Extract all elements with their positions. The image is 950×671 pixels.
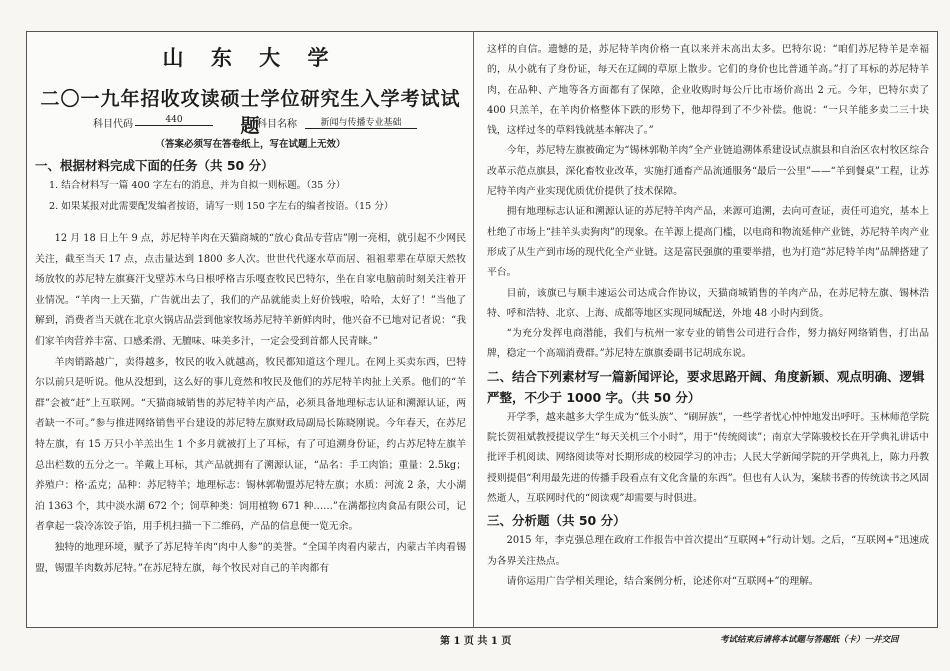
section3-heading: 三、分析题（共 50 分） (487, 513, 626, 529)
subject-name-value: 新闻与传播专业基础 (305, 115, 417, 129)
footer-note: 考试结束后请将本试题与答题纸（卡）一并交回 (720, 635, 899, 645)
right-column (487, 40, 929, 624)
material-paragraph: 今年，苏尼特左旗被确定为“锡林郭勒羊肉”全产业链追溯体系建设试点旗县和自治区农村牧区综合改革示范点旗县，深化畜牧业改革，实施打通畜产品流通服务“最后一公里”——“羊到餐桌”工程，让苏尼特羊肉产业实现优质优价提供了技术保障。 (487, 145, 929, 198)
section3-material: 2015 年，李克强总理在政府工作报告中首次提出“互联网+”行动计划。之后，“互联网+”迅速成为各界关注热点。 (487, 535, 929, 567)
section3-question: 请你运用广告学相关理论，结合案例分析，论述你对“互联网+”的理解。 (506, 575, 819, 587)
material-paragraph: 拥有地理标志认证和溯源认证的苏尼特羊肉产品，来源可追溯，去向可查证，责任可追究，基本上杜绝了市场上“挂羊头卖狗肉”的现象。在羊源上提高门槛，以电商和物流延伸产业链，苏尼特羊肉产业形成了从生产到市场的现代化全产业链。这是富民强旗的重要举措，也为打造“苏尼特羊肉”品牌搭建了平台。 (487, 206, 929, 279)
material-paragraph: “为充分发挥电商潜能，我们与杭州一家专业的销售公司进行合作，努力搞好网络销售，打出品牌，稳定一个高端消费群。”苏尼特左旗旗委副书记胡成东说。 (487, 328, 929, 360)
material-paragraph: 12 月 18 日上午 9 点，苏尼特羊肉在天猫商城的“放心食品专营店”刚一亮相，就引起不少网民关注，截至当天 17 点，点击量达到 1800 多人次。世世代代逐水草而居、祖祖辈辈在草原天然牧场放牧的苏尼特左旗赛汗戈壁苏木乌日根呼格吉乐嘎查牧民巴特尔，坐在自家电脑前时刻关注着开业情况。“羊肉一上天猫，广告就出去了，我们的产品就能卖上好价钱啦，哈哈，太好了！”当他了解到，消费者当天就在北京火锅店品尝到他家牧场苏尼特羊新鲜肉时，他兴奋不已地对记者说：“我们家羊肉营养丰富、口感柔滑、无膻味、味美多汁，一定会受到首都人民青睐。” (35, 233, 466, 347)
task-item: 2. 如果某报对此需要配发编者按语，请写一则 150 字左右的编者按语。（15 分） (49, 201, 394, 212)
subject-code-label: 科目代码 (93, 119, 133, 130)
subject-name-label: 科目名称 (257, 119, 297, 130)
material-paragraph: 这样的自信。遗憾的是，苏尼特羊肉价格一直以来并未高出太多。巴特尔说：“咱们苏尼特羊是幸福的，从小就有了身份证，每天在辽阔的草原上散步。它们的身价也比普通羊高。”打了耳标的苏尼特羊肉，在品种、产地等各方面都有了保障，企业收购时每公斤比市场价高出 2 元。今年，巴特尔卖了 400 只羔羊，在羊肉价格整体下跌的形势下，他却得到了不少补偿。他说：“一只羊能多卖二三十块钱，这样过冬的草料钱就基本解决了。” (487, 44, 929, 137)
material-paragraph: 目前，该旗已与顺丰速运公司达成合作协议，天猫商城销售的羊肉产品，在苏尼特左旗、锡林浩特、呼和浩特、北京、上海、成都等地区实现同城配送，外地 48 小时内到货。 (487, 287, 929, 319)
section2-heading: 二、结合下列素材写一篇新闻评论，要求思路开阔、角度新颖、观点明确、逻辑严整，不少于 1000 字。（共 50 分） (487, 368, 925, 405)
subject-code-value: 440 (135, 115, 213, 126)
section1-heading: 一、根据材料完成下面的任务（共 50 分） (35, 158, 274, 173)
material-paragraph: 独特的地理环境，赋予了苏尼特羊肉“肉中人参”的美誉。“全国羊肉看内蒙古，内蒙古羊肉看锡盟，锡盟羊肉数苏尼特。”在苏尼特左旗，每个牧民对自己的羊肉都有 (35, 541, 466, 574)
answer-notice: （答案必须写在答卷纸上，写在试题上无效） (155, 139, 346, 150)
page-number: 第 1 页 共 1 页 (440, 636, 512, 647)
subject-info (35, 114, 466, 130)
left-column (35, 38, 466, 622)
section2-material: 开学季，越来越多大学生成为“低头族”、“刷屏族”，一些学者忧心忡忡地发出呼吁。玉林师范学院院长贺祖斌教授提议学生“每天关机三个小时”，用于“传统阅读”；南京大学陈骏校长在开学典礼讲话中批评手机阅读、网络阅读等对长期形成的校园学习的冲击；人民大学新闻学院的开学典礼上，陈力丹教授则提倡“利用最先进的传播手段看点有文化含量的东西”。但也有人认为，案牍书香的传统读书之风固然逝人，互联网时代的“阅读观”却需要与时俱进。 (487, 411, 929, 504)
university-name: 山 东 大 学 (162, 45, 339, 70)
task-item: 1. 结合材料写一篇 400 字左右的消息，并为自拟一则标题。（35 分） (49, 180, 346, 191)
exam-title: 二〇一九年招收攻读硕士学位研究生入学考试试题 (40, 88, 461, 137)
material-paragraph: 羊肉销路越广，卖得越多，牧民的收入就越高，牧民都知道这个理儿。在网上买卖东西，巴特尔以前只是听说。他从没想到，这么好的事儿竟然和牧民及他们的苏尼特羊肉扯上关系。他们的“羊群”会被“赶”上互联网。“天猫商城销售的苏尼特羊肉产品，必须具备地理标志认证和溯源认证，两者缺一不可。”参与推进网络销售平台建设的苏尼特左旗财政局副局长陈晓刚说。今年春天，在苏尼特左旗，有 15 万只小羊羔出生 1 个多月就被打上了耳标，有了可追溯身份证，约占苏尼特左旗羊总出栏数的五分之一。羊戴上耳标，其产品就拥有了溯源认证，“品名：手工肉馅；重量：2.5kg；养殖户：格·孟克；品种：苏尼特羊；地理标志：锡林郭勒盟苏尼特左旗；水质：河流 2 条，大小湖泊 1363 个，其中淡水湖 672 个；饲草种类：饲用植物 671 种……”在满都拉肉食品有限公司，记者拿起一袋冷冻饺子馅，用手机扫描一下二维码，产品的信息便一览无余。 (35, 356, 466, 533)
column-divider (473, 31, 474, 628)
